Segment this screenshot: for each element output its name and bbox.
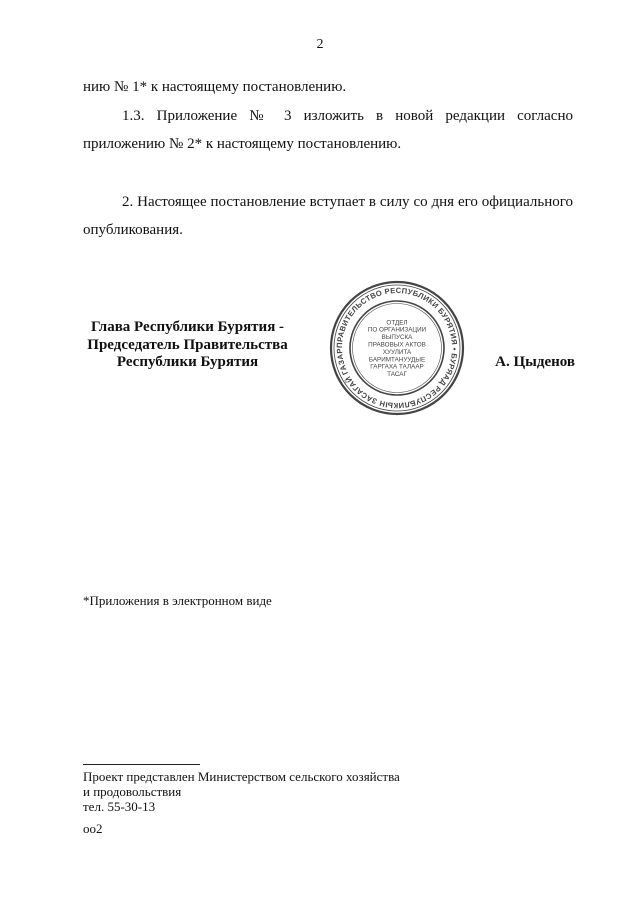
seal-center-line: ОТДЕЛ [386, 319, 408, 327]
signatory-title-line: Глава Республики Бурятия - [90, 319, 285, 335]
seal-center-line: ВЫПУСКА [381, 334, 413, 342]
author-note-line: Проект представлен Министерством сельского хозяйства [83, 769, 400, 784]
page-number: 2 [316, 37, 324, 52]
document-body [83, 73, 573, 245]
seal-center-line: ХУУЛИТА [382, 348, 412, 356]
document-code: oo2 [83, 821, 103, 836]
signatory-name: А. Цыденов [495, 354, 575, 370]
seal-center-line: ПРАВОВЫХ АКТОВ [368, 341, 426, 349]
paragraph-1-3: 1.3. Приложение № 3 изложить в новой редакции согласно приложению № 2* к настоящему постановлению. [83, 107, 573, 152]
seal-center-line: ПО ОРГАНИЗАЦИИ [367, 326, 427, 334]
author-note-line: тел. 55-30-13 [83, 799, 156, 814]
paragraph-continuation: нию № 1* к настоящему постановлению. [83, 79, 347, 95]
seal-center-line: ГАРГАХА ТАЛААР [370, 363, 424, 371]
signatory-title [80, 319, 295, 372]
seal-center-line: БАРИМТАНУУДЫЕ [368, 356, 426, 364]
official-seal [329, 280, 465, 416]
author-note [83, 769, 400, 814]
seal-ring-textpath: ПРАВИТЕЛЬСТВО РЕСПУБЛИКИ БУРЯТИЯ • БУРЯАД РЕСПУБЛИКЫН ЗАСАГАЙ ГАЗАР [334, 285, 460, 411]
seal-center-text [368, 319, 427, 378]
seal-center-line: ТАСАГ [387, 371, 407, 379]
signatory-title-line: Председатель Правительства [87, 336, 288, 353]
paragraph-2: 2. Настоящее постановление вступает в силу со дня его официального опубликования. [83, 193, 573, 238]
author-note-line: и продовольствия [83, 784, 182, 799]
signatory-title-line: Республики Бурятия [116, 354, 259, 370]
footer-divider [83, 764, 200, 765]
footnote: *Приложения в электронном виде [83, 593, 272, 608]
